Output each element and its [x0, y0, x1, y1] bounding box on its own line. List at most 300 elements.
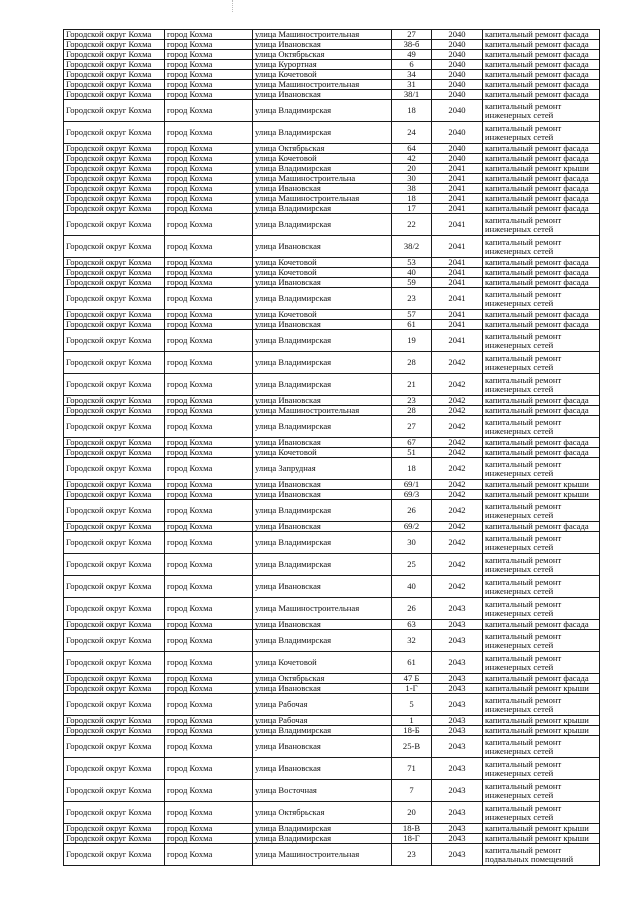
- district-cell: Городской округ Кохма: [64, 736, 165, 758]
- city-cell: город Кохма: [165, 500, 253, 522]
- district-cell: Городской округ Кохма: [64, 620, 165, 630]
- district-cell: Городской округ Кохма: [64, 184, 165, 194]
- house-number-cell: 18: [392, 458, 432, 480]
- city-cell: город Кохма: [165, 824, 253, 834]
- work-type-cell: капитальный ремонт инженерных сетей: [483, 652, 600, 674]
- table-row: [64, 554, 600, 576]
- district-cell: Городской округ Кохма: [64, 824, 165, 834]
- work-type-cell: капитальный ремонт фасада: [483, 204, 600, 214]
- work-type-cell: капитальный ремонт инженерных сетей: [483, 330, 600, 352]
- district-cell: Городской округ Кохма: [64, 522, 165, 532]
- table-row: [64, 448, 600, 458]
- city-cell: город Кохма: [165, 70, 253, 80]
- year-cell: 2042: [432, 576, 483, 598]
- table-row: [64, 652, 600, 674]
- table-row: [64, 40, 600, 50]
- work-type-cell: капитальный ремонт фасада: [483, 258, 600, 268]
- table-row: [64, 726, 600, 736]
- work-type-cell: капитальный ремонт фасада: [483, 184, 600, 194]
- table-row: [64, 352, 600, 374]
- year-cell: 2040: [432, 80, 483, 90]
- city-cell: город Кохма: [165, 736, 253, 758]
- year-cell: 2043: [432, 598, 483, 620]
- work-type-cell: капитальный ремонт инженерных сетей: [483, 458, 600, 480]
- city-cell: город Кохма: [165, 214, 253, 236]
- street-cell: улица Рабочая: [253, 694, 392, 716]
- year-cell: 2041: [432, 320, 483, 330]
- street-cell: улица Кочетовой: [253, 448, 392, 458]
- street-cell: улица Кочетовой: [253, 310, 392, 320]
- year-cell: 2043: [432, 652, 483, 674]
- work-type-cell: капитальный ремонт фасада: [483, 406, 600, 416]
- table-row: [64, 406, 600, 416]
- street-cell: улица Ивановская: [253, 90, 392, 100]
- work-type-cell: капитальный ремонт инженерных сетей: [483, 374, 600, 396]
- street-cell: улица Ивановская: [253, 758, 392, 780]
- district-cell: Городской округ Кохма: [64, 438, 165, 448]
- district-cell: Городской округ Кохма: [64, 30, 165, 40]
- house-number-cell: 6: [392, 60, 432, 70]
- house-number-cell: 31: [392, 80, 432, 90]
- year-cell: 2043: [432, 716, 483, 726]
- year-cell: 2043: [432, 824, 483, 834]
- year-cell: 2043: [432, 694, 483, 716]
- work-type-cell: капитальный ремонт фасада: [483, 70, 600, 80]
- city-cell: город Кохма: [165, 598, 253, 620]
- table-row: [64, 532, 600, 554]
- street-cell: улица Владимирская: [253, 164, 392, 174]
- district-cell: Городской округ Кохма: [64, 802, 165, 824]
- house-number-cell: 63: [392, 620, 432, 630]
- city-cell: город Кохма: [165, 60, 253, 70]
- street-cell: улица Машиностроительная: [253, 30, 392, 40]
- district-cell: Городской округ Кохма: [64, 652, 165, 674]
- city-cell: город Кохма: [165, 374, 253, 396]
- street-cell: улица Ивановская: [253, 184, 392, 194]
- year-cell: 2041: [432, 174, 483, 184]
- work-type-cell: капитальный ремонт фасада: [483, 522, 600, 532]
- work-type-cell: капитальный ремонт инженерных сетей: [483, 598, 600, 620]
- house-number-cell: 34: [392, 70, 432, 80]
- work-type-cell: капитальный ремонт крыши: [483, 480, 600, 490]
- house-number-cell: 27: [392, 416, 432, 438]
- district-cell: Городской округ Кохма: [64, 258, 165, 268]
- street-cell: улица Владимирская: [253, 500, 392, 522]
- year-cell: 2041: [432, 268, 483, 278]
- year-cell: 2041: [432, 278, 483, 288]
- year-cell: 2042: [432, 352, 483, 374]
- house-number-cell: 22: [392, 214, 432, 236]
- street-cell: улица Владимирская: [253, 726, 392, 736]
- district-cell: Городской округ Кохма: [64, 674, 165, 684]
- city-cell: город Кохма: [165, 532, 253, 554]
- city-cell: город Кохма: [165, 194, 253, 204]
- year-cell: 2042: [432, 416, 483, 438]
- year-cell: 2041: [432, 258, 483, 268]
- year-cell: 2043: [432, 674, 483, 684]
- district-cell: Городской округ Кохма: [64, 480, 165, 490]
- table-row: [64, 174, 600, 184]
- district-cell: Городской округ Кохма: [64, 630, 165, 652]
- work-type-cell: капитальный ремонт инженерных сетей: [483, 630, 600, 652]
- district-cell: Городской округ Кохма: [64, 726, 165, 736]
- district-cell: Городской округ Кохма: [64, 844, 165, 866]
- city-cell: город Кохма: [165, 416, 253, 438]
- table-row: [64, 480, 600, 490]
- district-cell: Городской округ Кохма: [64, 204, 165, 214]
- city-cell: город Кохма: [165, 80, 253, 90]
- city-cell: город Кохма: [165, 802, 253, 824]
- table-row: [64, 674, 600, 684]
- city-cell: город Кохма: [165, 684, 253, 694]
- year-cell: 2041: [432, 236, 483, 258]
- table-row: [64, 310, 600, 320]
- district-cell: Городской округ Кохма: [64, 40, 165, 50]
- year-cell: 2042: [432, 374, 483, 396]
- district-cell: Городской округ Кохма: [64, 288, 165, 310]
- year-cell: 2042: [432, 458, 483, 480]
- district-cell: Городской округ Кохма: [64, 164, 165, 174]
- street-cell: улица Ивановская: [253, 490, 392, 500]
- year-cell: 2040: [432, 30, 483, 40]
- work-type-cell: капитальный ремонт фасада: [483, 144, 600, 154]
- district-cell: Городской округ Кохма: [64, 330, 165, 352]
- work-type-cell: капитальный ремонт инженерных сетей: [483, 576, 600, 598]
- year-cell: 2040: [432, 100, 483, 122]
- street-cell: улица Ивановская: [253, 684, 392, 694]
- table-row: [64, 144, 600, 154]
- house-number-cell: 38/1: [392, 90, 432, 100]
- year-cell: 2041: [432, 310, 483, 320]
- year-cell: 2040: [432, 122, 483, 144]
- house-number-cell: 40: [392, 576, 432, 598]
- city-cell: город Кохма: [165, 834, 253, 844]
- table-row: [64, 100, 600, 122]
- work-type-cell: капитальный ремонт фасада: [483, 438, 600, 448]
- city-cell: город Кохма: [165, 268, 253, 278]
- work-type-cell: капитальный ремонт инженерных сетей: [483, 736, 600, 758]
- district-cell: Городской округ Кохма: [64, 122, 165, 144]
- street-cell: улица Владимирская: [253, 330, 392, 352]
- table-row: [64, 396, 600, 406]
- work-type-cell: капитальный ремонт фасада: [483, 194, 600, 204]
- district-cell: Городской округ Кохма: [64, 50, 165, 60]
- street-cell: улица Владимирская: [253, 824, 392, 834]
- work-type-cell: капитальный ремонт инженерных сетей: [483, 288, 600, 310]
- street-cell: улица Владимирская: [253, 416, 392, 438]
- table-row: [64, 576, 600, 598]
- work-type-cell: капитальный ремонт фасада: [483, 90, 600, 100]
- work-type-cell: капитальный ремонт фасада: [483, 50, 600, 60]
- year-cell: 2042: [432, 396, 483, 406]
- house-number-cell: 20: [392, 164, 432, 174]
- city-cell: город Кохма: [165, 396, 253, 406]
- year-cell: 2040: [432, 154, 483, 164]
- street-cell: улица Ивановская: [253, 278, 392, 288]
- street-cell: улица Ивановская: [253, 320, 392, 330]
- district-cell: Городской округ Кохма: [64, 374, 165, 396]
- house-number-cell: 5: [392, 694, 432, 716]
- table-row: [64, 70, 600, 80]
- street-cell: улица Владимирская: [253, 288, 392, 310]
- work-type-cell: капитальный ремонт инженерных сетей: [483, 554, 600, 576]
- city-cell: город Кохма: [165, 122, 253, 144]
- work-type-cell: капитальный ремонт фасада: [483, 268, 600, 278]
- district-cell: Городской округ Кохма: [64, 100, 165, 122]
- house-number-cell: 32: [392, 630, 432, 652]
- district-cell: Городской округ Кохма: [64, 458, 165, 480]
- city-cell: город Кохма: [165, 630, 253, 652]
- city-cell: город Кохма: [165, 458, 253, 480]
- house-number-cell: 23: [392, 288, 432, 310]
- table-row: [64, 122, 600, 144]
- table-row: [64, 194, 600, 204]
- house-number-cell: 24: [392, 122, 432, 144]
- table-row: [64, 374, 600, 396]
- district-cell: Городской округ Кохма: [64, 236, 165, 258]
- city-cell: город Кохма: [165, 310, 253, 320]
- street-cell: улица Владимирская: [253, 834, 392, 844]
- district-cell: Городской округ Кохма: [64, 758, 165, 780]
- work-type-cell: капитальный ремонт фасада: [483, 620, 600, 630]
- district-cell: Городской округ Кохма: [64, 684, 165, 694]
- work-type-cell: капитальный ремонт фасада: [483, 278, 600, 288]
- street-cell: улица Ивановская: [253, 480, 392, 490]
- year-cell: 2041: [432, 204, 483, 214]
- house-number-cell: 23: [392, 396, 432, 406]
- house-number-cell: 18: [392, 194, 432, 204]
- street-cell: улица Кочетовой: [253, 154, 392, 164]
- year-cell: 2043: [432, 834, 483, 844]
- year-cell: 2041: [432, 194, 483, 204]
- year-cell: 2041: [432, 330, 483, 352]
- street-cell: улица Рабочая: [253, 716, 392, 726]
- house-number-cell: 38-б: [392, 40, 432, 50]
- table-row: [64, 758, 600, 780]
- street-cell: улица Курортная: [253, 60, 392, 70]
- street-cell: улица Машиностроительная: [253, 844, 392, 866]
- table-row: [64, 236, 600, 258]
- year-cell: 2043: [432, 802, 483, 824]
- district-cell: Городской округ Кохма: [64, 576, 165, 598]
- table-row: [64, 30, 600, 40]
- street-cell: улица Владимирская: [253, 532, 392, 554]
- house-number-cell: 51: [392, 448, 432, 458]
- table-row: [64, 834, 600, 844]
- city-cell: город Кохма: [165, 30, 253, 40]
- year-cell: 2040: [432, 144, 483, 154]
- repair-schedule-table: [63, 29, 600, 866]
- work-type-cell: капитальный ремонт фасада: [483, 30, 600, 40]
- table-row: [64, 258, 600, 268]
- district-cell: Городской округ Кохма: [64, 416, 165, 438]
- house-number-cell: 38: [392, 184, 432, 194]
- street-cell: улица Кочетовой: [253, 652, 392, 674]
- year-cell: 2041: [432, 184, 483, 194]
- table-row: [64, 500, 600, 522]
- house-number-cell: 57: [392, 310, 432, 320]
- street-cell: улица Ивановская: [253, 576, 392, 598]
- work-type-cell: капитальный ремонт инженерных сетей: [483, 122, 600, 144]
- district-cell: Городской округ Кохма: [64, 310, 165, 320]
- year-cell: 2041: [432, 288, 483, 310]
- city-cell: город Кохма: [165, 184, 253, 194]
- house-number-cell: 26: [392, 500, 432, 522]
- district-cell: Городской округ Кохма: [64, 60, 165, 70]
- table-row: [64, 90, 600, 100]
- table-row: [64, 320, 600, 330]
- year-cell: 2042: [432, 490, 483, 500]
- house-number-cell: 18-В: [392, 824, 432, 834]
- table-row: [64, 694, 600, 716]
- house-number-cell: 27: [392, 30, 432, 40]
- street-cell: улица Кочетовой: [253, 258, 392, 268]
- work-type-cell: капитальный ремонт инженерных сетей: [483, 416, 600, 438]
- district-cell: Городской округ Кохма: [64, 500, 165, 522]
- street-cell: улица Запрудная: [253, 458, 392, 480]
- year-cell: 2042: [432, 532, 483, 554]
- street-cell: улица Октябрьская: [253, 802, 392, 824]
- city-cell: город Кохма: [165, 288, 253, 310]
- street-cell: улица Ивановская: [253, 736, 392, 758]
- year-cell: 2040: [432, 50, 483, 60]
- table-row: [64, 50, 600, 60]
- street-cell: улица Владимирская: [253, 122, 392, 144]
- house-number-cell: 47 Б: [392, 674, 432, 684]
- district-cell: Городской округ Кохма: [64, 554, 165, 576]
- street-cell: улица Октябрьская: [253, 50, 392, 60]
- work-type-cell: капитальный ремонт фасада: [483, 174, 600, 184]
- street-cell: улица Владимирская: [253, 204, 392, 214]
- table-row: [64, 736, 600, 758]
- street-cell: улица Восточная: [253, 780, 392, 802]
- table-row: [64, 288, 600, 310]
- scan-mark: [232, 0, 239, 12]
- street-cell: улица Владимирская: [253, 554, 392, 576]
- district-cell: Городской округ Кохма: [64, 320, 165, 330]
- year-cell: 2043: [432, 736, 483, 758]
- city-cell: город Кохма: [165, 844, 253, 866]
- street-cell: улица Ивановская: [253, 396, 392, 406]
- street-cell: улица Владимирская: [253, 630, 392, 652]
- work-type-cell: капитальный ремонт инженерных сетей: [483, 500, 600, 522]
- city-cell: город Кохма: [165, 40, 253, 50]
- table-row: [64, 522, 600, 532]
- city-cell: город Кохма: [165, 758, 253, 780]
- district-cell: Городской округ Кохма: [64, 70, 165, 80]
- year-cell: 2042: [432, 480, 483, 490]
- house-number-cell: 28: [392, 352, 432, 374]
- work-type-cell: капитальный ремонт инженерных сетей: [483, 780, 600, 802]
- street-cell: улица Октябрьская: [253, 144, 392, 154]
- table-row: [64, 416, 600, 438]
- street-cell: улица Машиностроительна: [253, 174, 392, 184]
- city-cell: город Кохма: [165, 50, 253, 60]
- table-row: [64, 684, 600, 694]
- work-type-cell: капитальный ремонт крыши: [483, 824, 600, 834]
- city-cell: город Кохма: [165, 100, 253, 122]
- city-cell: город Кохма: [165, 164, 253, 174]
- year-cell: 2043: [432, 780, 483, 802]
- house-number-cell: 38/2: [392, 236, 432, 258]
- district-cell: Городской округ Кохма: [64, 396, 165, 406]
- street-cell: улица Машиностроительная: [253, 406, 392, 416]
- table-row: [64, 844, 600, 866]
- city-cell: город Кохма: [165, 448, 253, 458]
- year-cell: 2040: [432, 70, 483, 80]
- work-type-cell: капитальный ремонт крыши: [483, 684, 600, 694]
- table-row: [64, 802, 600, 824]
- house-number-cell: 64: [392, 144, 432, 154]
- house-number-cell: 69/1: [392, 480, 432, 490]
- district-cell: Городской округ Кохма: [64, 834, 165, 844]
- work-type-cell: капитальный ремонт инженерных сетей: [483, 694, 600, 716]
- street-cell: улица Ивановская: [253, 40, 392, 50]
- district-cell: Городской округ Кохма: [64, 194, 165, 204]
- work-type-cell: капитальный ремонт подвальных помещений: [483, 844, 600, 866]
- work-type-cell: капитальный ремонт крыши: [483, 490, 600, 500]
- city-cell: город Кохма: [165, 726, 253, 736]
- district-cell: Городской округ Кохма: [64, 352, 165, 374]
- house-number-cell: 49: [392, 50, 432, 60]
- district-cell: Городской округ Кохма: [64, 532, 165, 554]
- street-cell: улица Владимирская: [253, 352, 392, 374]
- city-cell: город Кохма: [165, 576, 253, 598]
- table-row: [64, 268, 600, 278]
- table-row: [64, 164, 600, 174]
- city-cell: город Кохма: [165, 320, 253, 330]
- city-cell: город Кохма: [165, 352, 253, 374]
- house-number-cell: 61: [392, 652, 432, 674]
- city-cell: город Кохма: [165, 674, 253, 684]
- district-cell: Городской округ Кохма: [64, 268, 165, 278]
- district-cell: Городской округ Кохма: [64, 598, 165, 620]
- house-number-cell: 18-Г: [392, 834, 432, 844]
- street-cell: улица Ивановская: [253, 236, 392, 258]
- district-cell: Городской округ Кохма: [64, 406, 165, 416]
- year-cell: 2041: [432, 214, 483, 236]
- table-row: [64, 780, 600, 802]
- work-type-cell: капитальный ремонт фасада: [483, 40, 600, 50]
- city-cell: город Кохма: [165, 154, 253, 164]
- district-cell: Городской округ Кохма: [64, 90, 165, 100]
- house-number-cell: 18-Б: [392, 726, 432, 736]
- year-cell: 2042: [432, 448, 483, 458]
- city-cell: город Кохма: [165, 90, 253, 100]
- city-cell: город Кохма: [165, 144, 253, 154]
- work-type-cell: капитальный ремонт крыши: [483, 834, 600, 844]
- city-cell: город Кохма: [165, 204, 253, 214]
- table-row: [64, 630, 600, 652]
- street-cell: улица Ивановская: [253, 620, 392, 630]
- work-type-cell: капитальный ремонт крыши: [483, 716, 600, 726]
- city-cell: город Кохма: [165, 258, 253, 268]
- city-cell: город Кохма: [165, 694, 253, 716]
- house-number-cell: 69/3: [392, 490, 432, 500]
- district-cell: Городской округ Кохма: [64, 716, 165, 726]
- table-row: [64, 598, 600, 620]
- work-type-cell: капитальный ремонт фасада: [483, 396, 600, 406]
- city-cell: город Кохма: [165, 522, 253, 532]
- table-row: [64, 438, 600, 448]
- work-type-cell: капитальный ремонт фасада: [483, 448, 600, 458]
- city-cell: город Кохма: [165, 490, 253, 500]
- table-row: [64, 330, 600, 352]
- year-cell: 2041: [432, 164, 483, 174]
- city-cell: город Кохма: [165, 554, 253, 576]
- year-cell: 2042: [432, 554, 483, 576]
- street-cell: улица Машиностроительная: [253, 194, 392, 204]
